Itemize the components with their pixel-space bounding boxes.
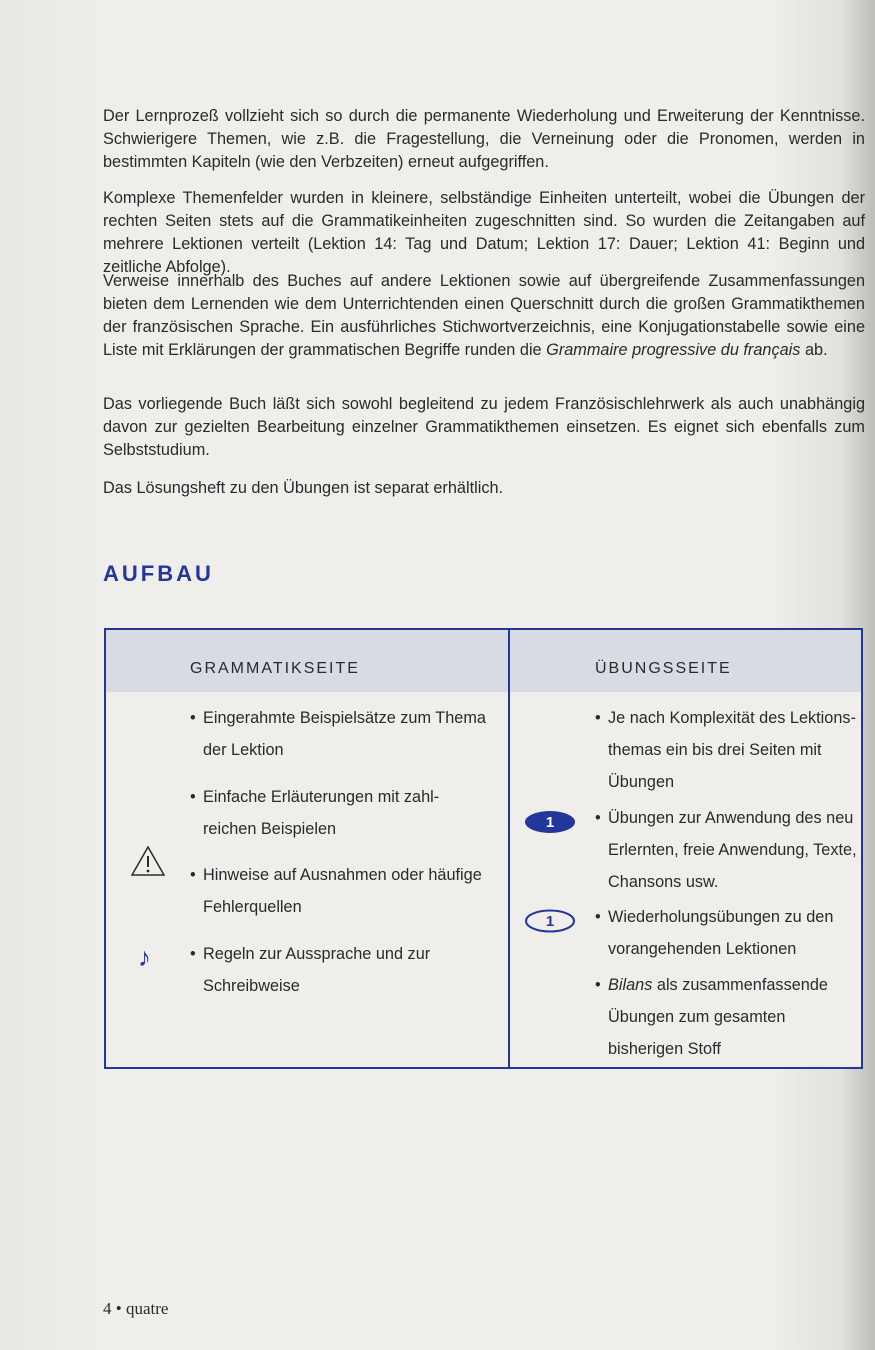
bullet: • (190, 788, 196, 806)
exercise-item-text: Je nach Komplexität des Lektions-themas ein bis drei Seiten mit Übungen (608, 709, 856, 791)
grammar-list-item (190, 781, 490, 845)
intro-paragraph-4: Das vorliegende Buch läßt sich sowohl begleitend zu jedem Französischlehrwerk als auch unabhängig davon zur gezielten Bearbeitung einzelner Grammatikthemen einsetzen. Es eignet sich ebenfalls zum Selbststudium. (103, 395, 865, 459)
exercise-page-heading: ÜBUNGSSEITE (595, 660, 732, 677)
badge-number: 1 (545, 814, 555, 831)
paragraph-3-text: Verweise innerhalb des Buches auf andere Lektionen sowie auf übergreifende Zusammenfassungen bieten dem Lernenden wie dem Unterrichtenden einen Querschnitt durch die großen Grammatikthemen der französischen Sprache. Ein ausführliches Stichwortverzeichnis, eine Konjugationstabelle sowie eine Liste mit Erklärungen der grammatischen Begriffe runden die (103, 272, 865, 359)
filled-badge-icon (524, 810, 576, 839)
grammar-item-text: Eingerahmte Beispielsätze zum Thema der Lektion (203, 709, 486, 759)
intro-paragraph-1: Der Lernprozeß vollzieht sich so durch die permanente Wiederholung und Erweiterung der Kenntnisse. Schwierigere Themen, wie z.B. die Fragestellung, die Verneinung oder die Pronomen, werden in bestimmten Kapiteln (wie den Verbzeiten) erneut aufgegriffen. (103, 107, 865, 171)
bilans-term: Bilans (608, 976, 653, 994)
exercise-list-item (595, 969, 857, 1065)
bullet: • (595, 908, 601, 926)
music-note-icon: ♪ (138, 942, 151, 972)
intro-paragraph-5: Das Lösungsheft zu den Übungen ist separat erhältlich. (103, 479, 504, 497)
page-footer (103, 1299, 168, 1319)
bullet: • (190, 709, 196, 727)
outline-badge-icon (524, 909, 576, 938)
structure-table (104, 628, 863, 1069)
exercise-list-item (595, 901, 857, 965)
page-number: 4 (103, 1299, 112, 1318)
grammar-page-heading: GRAMMATIKSEITE (190, 660, 360, 677)
section-heading-aufbau: AUFBAU (103, 561, 214, 586)
exercise-list-item (595, 702, 857, 798)
badge-number: 1 (545, 913, 555, 930)
paragraph-3-end: ab. (804, 341, 828, 359)
exercise-item-text: Übungen zur Anwendung des neu Erlernten, freie Anwendung, Texte, Chansons usw. (608, 809, 857, 891)
grammar-item-text: Einfache Erläuterungen mit zahl-reichen Beispielen (203, 788, 440, 838)
bullet: • (595, 709, 601, 727)
exercise-list-item (595, 802, 857, 898)
grammar-list-item (190, 859, 490, 923)
grammar-list-item (190, 702, 490, 766)
grammar-item-text: Regeln zur Aussprache und zur Schreibweise (203, 945, 431, 995)
intro-paragraph-3 (103, 270, 865, 362)
bullet: • (190, 866, 196, 884)
warning-triangle-icon (130, 845, 166, 882)
grammar-list-item (190, 938, 490, 1002)
bilans-description: als zusammenfassende Übungen zum gesamten bisherigen Stoff (608, 976, 828, 1058)
column-divider (508, 630, 510, 1067)
footer-bullet: • (115, 1299, 122, 1318)
exercise-item-text (595, 969, 857, 1065)
bullet: • (595, 809, 601, 827)
intro-paragraph-2: Komplexe Themenfelder wurden in kleinere, selbständige Einheiten unterteilt, wobei die Übungen der rechten Seiten stets auf die Grammatikeinheiten zugeschnitten sind. So wurden die Zeitangaben auf mehrere Lektionen verteilt (Lektion 14: Tag und Datum; Lektion 17: Dauer; Lektion 41: Beginn und zeitliche Abfolge). (103, 189, 865, 276)
book-title-italic: Grammaire progressive du français (546, 341, 801, 359)
grammar-item-text: Hinweise auf Ausnahmen oder häufige Fehlerquellen (203, 866, 482, 916)
bullet: • (595, 976, 601, 994)
exercise-item-text: Wiederholungsübungen zu den vorangehenden Lektionen (608, 908, 834, 958)
page-number-word: quatre (125, 1299, 169, 1318)
bullet: • (190, 945, 196, 963)
